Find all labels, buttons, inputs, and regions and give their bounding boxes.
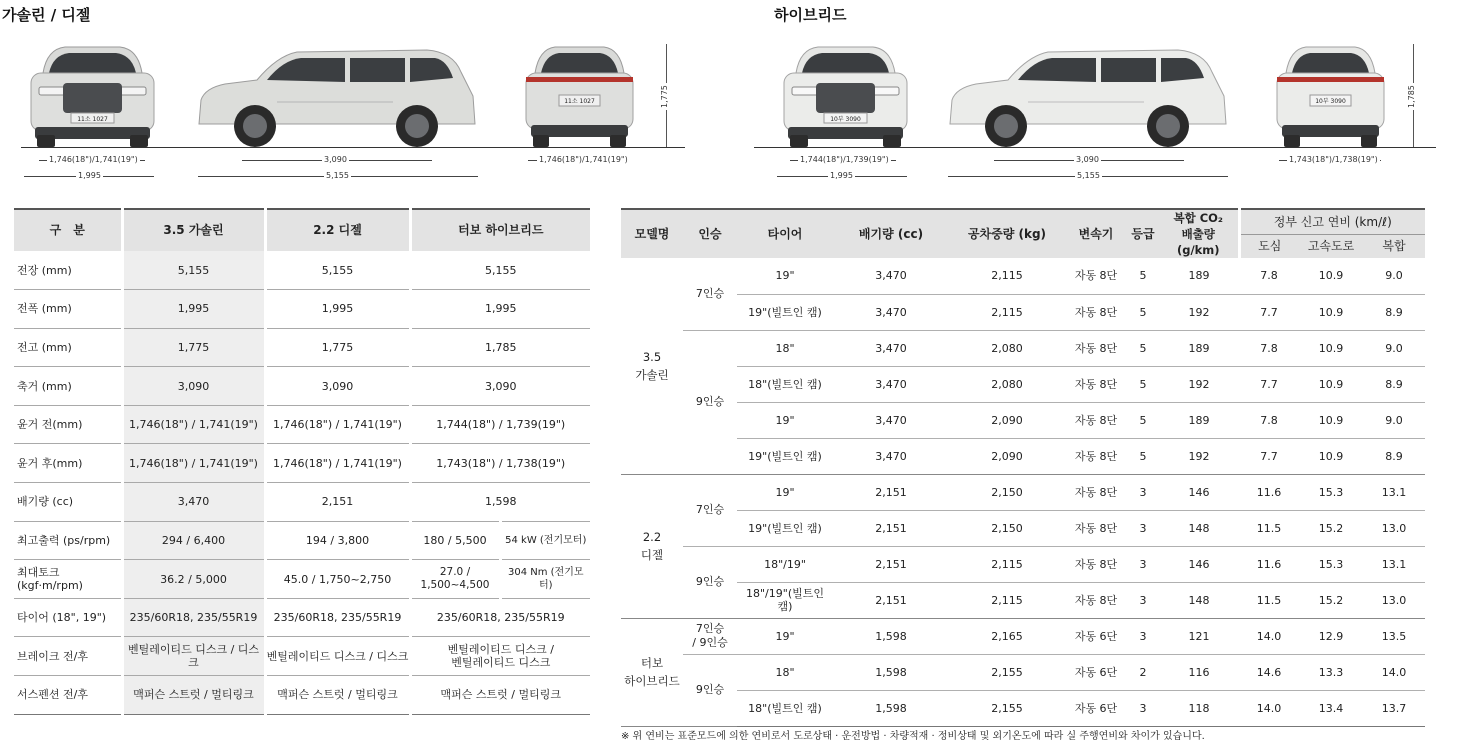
fuel-city: 14.6 <box>1239 654 1299 690</box>
spec-row <box>14 405 590 444</box>
fuel-seats-line1: 9인승 <box>695 683 725 696</box>
fuel-model-line2: 디젤 <box>640 548 664 562</box>
spec-row-label: 최대토크 (kgf·m/rpm) <box>14 560 122 599</box>
spec-row <box>14 483 590 522</box>
fuel-grade: 5 <box>1127 438 1159 474</box>
fuel-highway: 13.3 <box>1299 654 1363 690</box>
fuel-city: 7.8 <box>1239 258 1299 294</box>
fuel-curb-weight: 2,115 <box>949 546 1065 582</box>
spec-gasoline-value: 36.2 / 5,000 <box>122 560 265 599</box>
spec-gasoline-value: 294 / 6,400 <box>122 521 265 560</box>
fuel-header-displacement: 배기량 (cc) <box>833 209 949 258</box>
fuel-city: 11.5 <box>1239 582 1299 618</box>
fuel-header-highway: 고속도로 <box>1299 235 1363 258</box>
spec-gasoline-value: 3,090 <box>122 367 265 406</box>
gas-wheelbase-label: 3,090 <box>324 155 347 164</box>
spec-row-label: 윤거 후(mm) <box>14 444 122 483</box>
fuel-model-line2: 하이브리드 <box>624 674 680 688</box>
hybrid-section-title: 하이브리드 <box>774 6 847 24</box>
spec-diesel-value: 1,746(18") / 1,741(19") <box>265 405 410 444</box>
fuel-model-name <box>621 474 683 618</box>
fuel-grade: 5 <box>1127 366 1159 402</box>
fuel-displacement: 3,470 <box>833 330 949 366</box>
fuel-tire: 19"(빌트인 캠) <box>737 294 833 330</box>
fuel-tire: 19" <box>737 474 833 510</box>
fuel-transmission: 자동 8단 <box>1065 330 1127 366</box>
hybrid-side-view-image <box>946 42 1231 148</box>
fuel-seats <box>683 654 737 726</box>
spec-gasoline-value: 벤틸레이티드 디스크 / 디스크 <box>122 637 265 676</box>
fuel-header-co2-line2: 배출량 (g/km) <box>1176 227 1220 257</box>
fuel-row <box>621 438 1425 474</box>
hybrid-length-label: 5,155 <box>1077 171 1100 180</box>
fuel-curb-weight: 2,155 <box>949 654 1065 690</box>
fuel-curb-weight: 2,150 <box>949 474 1065 510</box>
fuel-row <box>621 582 1425 618</box>
fuel-combined: 8.9 <box>1363 366 1425 402</box>
fuel-combined: 13.5 <box>1363 618 1425 654</box>
fuel-city: 11.6 <box>1239 546 1299 582</box>
spec-hybrid-value: 1,995 <box>410 290 590 329</box>
spec-row-label: 전장 (mm) <box>14 251 122 290</box>
fuel-seats <box>683 330 737 474</box>
fuel-transmission: 자동 8단 <box>1065 582 1127 618</box>
spec-row-label: 전고 (mm) <box>14 328 122 367</box>
fuel-displacement: 2,151 <box>833 474 949 510</box>
spec-diesel-value: 1,995 <box>265 290 410 329</box>
fuel-transmission: 자동 8단 <box>1065 438 1127 474</box>
gas-width-label: 1,995 <box>78 171 101 180</box>
gas-rear-view-image <box>521 43 638 147</box>
spec-hybrid-value: 1,785 <box>410 328 590 367</box>
fuel-co2: 146 <box>1159 474 1239 510</box>
spec-diesel-value: 235/60R18, 235/55R19 <box>265 598 410 637</box>
fuel-city: 14.0 <box>1239 618 1299 654</box>
spec-hybrid-line1: 벤틸레이티드 디스크 / <box>447 643 554 657</box>
fuel-row <box>621 618 1425 654</box>
fuel-transmission: 자동 8단 <box>1065 294 1127 330</box>
spec-hybrid-engine-value: 180 / 5,500 <box>410 521 500 560</box>
spec-hybrid-value: 1,744(18") / 1,739(19") <box>410 405 590 444</box>
hybrid-rear-track-label: 1,743(18")/1,738(19") <box>1289 155 1378 164</box>
fuel-grade: 3 <box>1127 582 1159 618</box>
fuel-header-model: 모델명 <box>621 209 683 258</box>
spec-header-diesel: 2.2 디젤 <box>265 209 410 251</box>
fuel-displacement: 3,470 <box>833 366 949 402</box>
spec-row-label: 브레이크 전/후 <box>14 637 122 676</box>
fuel-city: 7.7 <box>1239 366 1299 402</box>
fuel-highway: 15.2 <box>1299 510 1363 546</box>
fuel-displacement: 2,151 <box>833 510 949 546</box>
gas-front-plate: 11소 1027 <box>77 116 108 123</box>
gas-side-view-image <box>195 42 480 148</box>
fuel-tire: 18"/19" <box>737 546 833 582</box>
spec-row-label: 전폭 (mm) <box>14 290 122 329</box>
fuel-tire: 19" <box>737 258 833 294</box>
fuel-co2: 192 <box>1159 294 1239 330</box>
hybrid-height-label: 1,785 <box>1407 85 1416 108</box>
fuel-displacement: 3,470 <box>833 294 949 330</box>
fuel-combined: 13.0 <box>1363 582 1425 618</box>
gas-rear-track-label: 1,746(18")/1,741(19") <box>539 155 628 164</box>
spec-gasoline-value: 1,775 <box>122 328 265 367</box>
fuel-row <box>621 258 1425 294</box>
fuel-combined: 13.1 <box>1363 546 1425 582</box>
hybrid-front-track-label: 1,744(18")/1,739(19") <box>800 155 889 164</box>
fuel-combined: 13.7 <box>1363 690 1425 726</box>
fuel-grade: 5 <box>1127 402 1159 438</box>
fuel-model-name <box>621 618 683 726</box>
spec-hybrid-engine-line1: 27.0 / <box>439 566 471 579</box>
spec-table-body <box>14 251 590 714</box>
spec-row <box>14 367 590 406</box>
spec-header-hybrid: 터보 하이브리드 <box>410 209 590 251</box>
fuel-tire: 18" <box>737 654 833 690</box>
fuel-grade: 3 <box>1127 618 1159 654</box>
spec-hybrid-motor-value: 54 kW (전기모터) <box>500 521 590 560</box>
spec-hybrid-engine-value <box>410 560 500 599</box>
fuel-highway: 12.9 <box>1299 618 1363 654</box>
spec-row <box>14 560 590 599</box>
fuel-city: 7.8 <box>1239 330 1299 366</box>
fuel-grade: 5 <box>1127 258 1159 294</box>
fuel-transmission: 자동 8단 <box>1065 402 1127 438</box>
fuel-row <box>621 546 1425 582</box>
hybrid-rear-plate: 10부 3090 <box>1315 98 1346 105</box>
hybrid-width-label: 1,995 <box>830 171 853 180</box>
fuel-tire: 19"(빌트인 캠) <box>737 510 833 546</box>
fuel-combined: 9.0 <box>1363 402 1425 438</box>
fuel-transmission: 자동 6단 <box>1065 618 1127 654</box>
gas-height-label: 1,775 <box>660 85 669 108</box>
fuel-city: 7.7 <box>1239 294 1299 330</box>
fuel-seats <box>683 618 737 654</box>
fuel-model-line1: 터보 <box>640 656 664 670</box>
fuel-city: 7.7 <box>1239 438 1299 474</box>
fuel-displacement: 2,151 <box>833 546 949 582</box>
spec-hybrid-line2: 벤틸레이티드 디스크 <box>451 656 551 670</box>
gas-length-label: 5,155 <box>326 171 349 180</box>
fuel-curb-weight: 2,080 <box>949 366 1065 402</box>
fuel-seats-line1: 7인승 <box>695 286 725 300</box>
fuel-tire: 18" <box>737 330 833 366</box>
fuel-co2: 116 <box>1159 654 1239 690</box>
spec-diesel-value: 벤틸레이티드 디스크 / 디스크 <box>265 637 410 676</box>
fuel-highway: 15.2 <box>1299 582 1363 618</box>
fuel-curb-weight: 2,090 <box>949 438 1065 474</box>
gas-front-track-label: 1,746(18")/1,741(19") <box>49 155 138 164</box>
spec-row <box>14 637 590 676</box>
fuel-highway: 10.9 <box>1299 402 1363 438</box>
gas-rear-plate: 11소 1027 <box>564 98 595 105</box>
fuel-header-row-1 <box>621 209 1425 235</box>
spec-gasoline-value: 5,155 <box>122 251 265 290</box>
spec-gasoline-value: 맥퍼슨 스트럿 / 멀티링크 <box>122 676 265 715</box>
spec-row-label: 윤거 전(mm) <box>14 405 122 444</box>
fuel-highway: 10.9 <box>1299 258 1363 294</box>
fuel-model-line1: 3.5 <box>642 349 662 364</box>
spec-hybrid-value <box>410 637 590 676</box>
fuel-displacement: 3,470 <box>833 402 949 438</box>
fuel-grade: 3 <box>1127 546 1159 582</box>
fuel-curb-weight: 2,150 <box>949 510 1065 546</box>
fuel-header-tire: 타이어 <box>737 209 833 258</box>
hybrid-ground-line <box>754 147 1436 148</box>
fuel-highway: 15.3 <box>1299 546 1363 582</box>
fuel-transmission: 자동 8단 <box>1065 366 1127 402</box>
spec-diesel-value: 1,746(18") / 1,741(19") <box>265 444 410 483</box>
fuel-seats-line2: / 9인승 <box>692 636 728 649</box>
spec-hybrid-value: 1,598 <box>410 483 590 522</box>
spec-hybrid-value: 1,743(18") / 1,738(19") <box>410 444 590 483</box>
fuel-table-body <box>621 258 1425 726</box>
fuel-grade: 2 <box>1127 654 1159 690</box>
fuel-economy-note: ※ 위 연비는 표준모드에 의한 연비로서 도로상태 · 운전방법 · 차량적재 · 정비상태 및 외기온도에 따라 실 주행연비와 차이가 있습니다. <box>621 731 1205 740</box>
spec-diesel-value: 맥퍼슨 스트럿 / 멀티링크 <box>265 676 410 715</box>
fuel-model-line2: 가솔린 <box>635 367 669 382</box>
fuel-highway: 10.9 <box>1299 330 1363 366</box>
spec-row-label: 최고출력 (ps/rpm) <box>14 521 122 560</box>
fuel-co2: 118 <box>1159 690 1239 726</box>
gas-front-view-image <box>25 43 160 147</box>
fuel-grade: 3 <box>1127 474 1159 510</box>
hybrid-front-view-image <box>778 43 913 147</box>
spec-row <box>14 598 590 637</box>
spec-diesel-value: 45.0 / 1,750~2,750 <box>265 560 410 599</box>
fuel-highway: 15.3 <box>1299 474 1363 510</box>
fuel-highway: 10.9 <box>1299 438 1363 474</box>
fuel-curb-weight: 2,115 <box>949 294 1065 330</box>
fuel-row <box>621 690 1425 726</box>
fuel-curb-weight: 2,115 <box>949 258 1065 294</box>
spec-diesel-value: 3,090 <box>265 367 410 406</box>
fuel-header-combined: 복합 <box>1363 235 1425 258</box>
fuel-seats <box>683 258 737 330</box>
fuel-row <box>621 330 1425 366</box>
fuel-header-grade: 등급 <box>1127 209 1159 258</box>
fuel-row <box>621 294 1425 330</box>
fuel-header-city: 도심 <box>1239 235 1299 258</box>
fuel-header-co2-line1: 복합 CO₂ <box>1173 211 1223 225</box>
spec-hybrid-value: 3,090 <box>410 367 590 406</box>
fuel-combined: 9.0 <box>1363 258 1425 294</box>
fuel-seats-line1: 7인승 <box>695 622 725 635</box>
fuel-tire: 19" <box>737 402 833 438</box>
fuel-transmission: 자동 6단 <box>1065 690 1127 726</box>
fuel-transmission: 자동 8단 <box>1065 546 1127 582</box>
spec-table <box>14 208 590 715</box>
fuel-curb-weight: 2,115 <box>949 582 1065 618</box>
fuel-combined: 14.0 <box>1363 654 1425 690</box>
spec-gasoline-value: 1,995 <box>122 290 265 329</box>
fuel-co2: 146 <box>1159 546 1239 582</box>
fuel-co2: 192 <box>1159 438 1239 474</box>
fuel-co2: 189 <box>1159 258 1239 294</box>
fuel-curb-weight: 2,090 <box>949 402 1065 438</box>
hybrid-front-plate: 10부 3090 <box>830 116 861 123</box>
fuel-row <box>621 474 1425 510</box>
fuel-grade: 5 <box>1127 294 1159 330</box>
spec-header-category: 구 분 <box>14 209 122 251</box>
spec-row <box>14 251 590 290</box>
spec-hybrid-engine-line2: 1,500~4,500 <box>420 579 490 592</box>
spec-row <box>14 290 590 329</box>
gasoline-section-title: 가솔린 / 디젤 <box>2 6 91 24</box>
spec-header-row <box>14 209 590 251</box>
fuel-tire: 19"(빌트인 캠) <box>737 438 833 474</box>
spec-row-label: 서스펜션 전/후 <box>14 676 122 715</box>
fuel-header-curb-weight: 공차중량 (kg) <box>949 209 1065 258</box>
spec-row <box>14 328 590 367</box>
fuel-transmission: 자동 6단 <box>1065 654 1127 690</box>
fuel-city: 14.0 <box>1239 690 1299 726</box>
fuel-city: 7.8 <box>1239 402 1299 438</box>
fuel-transmission: 자동 8단 <box>1065 258 1127 294</box>
fuel-combined: 13.1 <box>1363 474 1425 510</box>
fuel-grade: 3 <box>1127 510 1159 546</box>
spec-header-gasoline: 3.5 가솔린 <box>122 209 265 251</box>
spec-row-label: 타이어 (18", 19") <box>14 598 122 637</box>
spec-hybrid-value: 맥퍼슨 스트럿 / 멀티링크 <box>410 676 590 715</box>
fuel-seats-line1: 7인승 <box>695 503 725 516</box>
fuel-model-line1: 2.2 <box>642 530 662 544</box>
fuel-city: 11.6 <box>1239 474 1299 510</box>
fuel-transmission: 자동 8단 <box>1065 510 1127 546</box>
fuel-tire: 18"(빌트인 캠) <box>737 366 833 402</box>
spec-diesel-value: 5,155 <box>265 251 410 290</box>
spec-row-label: 배기량 (cc) <box>14 483 122 522</box>
fuel-combined: 13.0 <box>1363 510 1425 546</box>
spec-gasoline-value: 1,746(18") / 1,741(19") <box>122 444 265 483</box>
fuel-curb-weight: 2,080 <box>949 330 1065 366</box>
spec-hybrid-value: 5,155 <box>410 251 590 290</box>
spec-gasoline-value: 235/60R18, 235/55R19 <box>122 598 265 637</box>
fuel-grade: 5 <box>1127 330 1159 366</box>
fuel-grade: 3 <box>1127 690 1159 726</box>
fuel-co2: 189 <box>1159 402 1239 438</box>
fuel-seats <box>683 474 737 546</box>
hybrid-wheelbase-label: 3,090 <box>1076 155 1099 164</box>
fuel-co2: 192 <box>1159 366 1239 402</box>
fuel-header-transmission: 변속기 <box>1065 209 1127 258</box>
fuel-combined: 8.9 <box>1363 294 1425 330</box>
fuel-transmission: 자동 8단 <box>1065 474 1127 510</box>
fuel-seats-line1: 9인승 <box>695 395 725 408</box>
fuel-seats <box>683 546 737 618</box>
fuel-displacement: 1,598 <box>833 690 949 726</box>
spec-diesel-value: 194 / 3,800 <box>265 521 410 560</box>
fuel-curb-weight: 2,155 <box>949 690 1065 726</box>
spec-diesel-value: 2,151 <box>265 483 410 522</box>
fuel-displacement: 3,470 <box>833 258 949 294</box>
spec-hybrid-value: 235/60R18, 235/55R19 <box>410 598 590 637</box>
fuel-co2: 148 <box>1159 510 1239 546</box>
fuel-tire: 18"/19"(빌트인 캠) <box>737 582 833 618</box>
fuel-header-seats: 인승 <box>683 209 737 258</box>
spec-row-label: 축거 (mm) <box>14 367 122 406</box>
fuel-co2: 121 <box>1159 618 1239 654</box>
fuel-highway: 10.9 <box>1299 366 1363 402</box>
fuel-highway: 10.9 <box>1299 294 1363 330</box>
gas-ground-line <box>21 147 685 148</box>
fuel-economy-table <box>621 208 1425 727</box>
spec-diesel-value: 1,775 <box>265 328 410 367</box>
fuel-displacement: 3,470 <box>833 438 949 474</box>
fuel-combined: 8.9 <box>1363 438 1425 474</box>
fuel-co2: 189 <box>1159 330 1239 366</box>
fuel-displacement: 1,598 <box>833 654 949 690</box>
fuel-model-name <box>621 258 683 474</box>
fuel-row <box>621 402 1425 438</box>
fuel-row <box>621 510 1425 546</box>
spec-row <box>14 676 590 715</box>
fuel-displacement: 1,598 <box>833 618 949 654</box>
fuel-seats-line1: 9인승 <box>695 575 725 588</box>
fuel-displacement: 2,151 <box>833 582 949 618</box>
fuel-header-economy: 정부 신고 연비 (km/ℓ) <box>1239 209 1425 235</box>
fuel-highway: 13.4 <box>1299 690 1363 726</box>
spec-hybrid-motor-value: 304 Nm (전기모터) <box>500 560 590 599</box>
spec-row <box>14 521 590 560</box>
fuel-city: 11.5 <box>1239 510 1299 546</box>
fuel-tire: 18"(빌트인 캠) <box>737 690 833 726</box>
spec-row <box>14 444 590 483</box>
fuel-row <box>621 654 1425 690</box>
spec-gasoline-value: 1,746(18") / 1,741(19") <box>122 405 265 444</box>
fuel-co2: 148 <box>1159 582 1239 618</box>
fuel-combined: 9.0 <box>1363 330 1425 366</box>
fuel-tire: 19" <box>737 618 833 654</box>
hybrid-rear-view-image <box>1272 43 1389 147</box>
spec-gasoline-value: 3,470 <box>122 483 265 522</box>
fuel-header-co2 <box>1159 209 1239 258</box>
fuel-curb-weight: 2,165 <box>949 618 1065 654</box>
fuel-row <box>621 366 1425 402</box>
